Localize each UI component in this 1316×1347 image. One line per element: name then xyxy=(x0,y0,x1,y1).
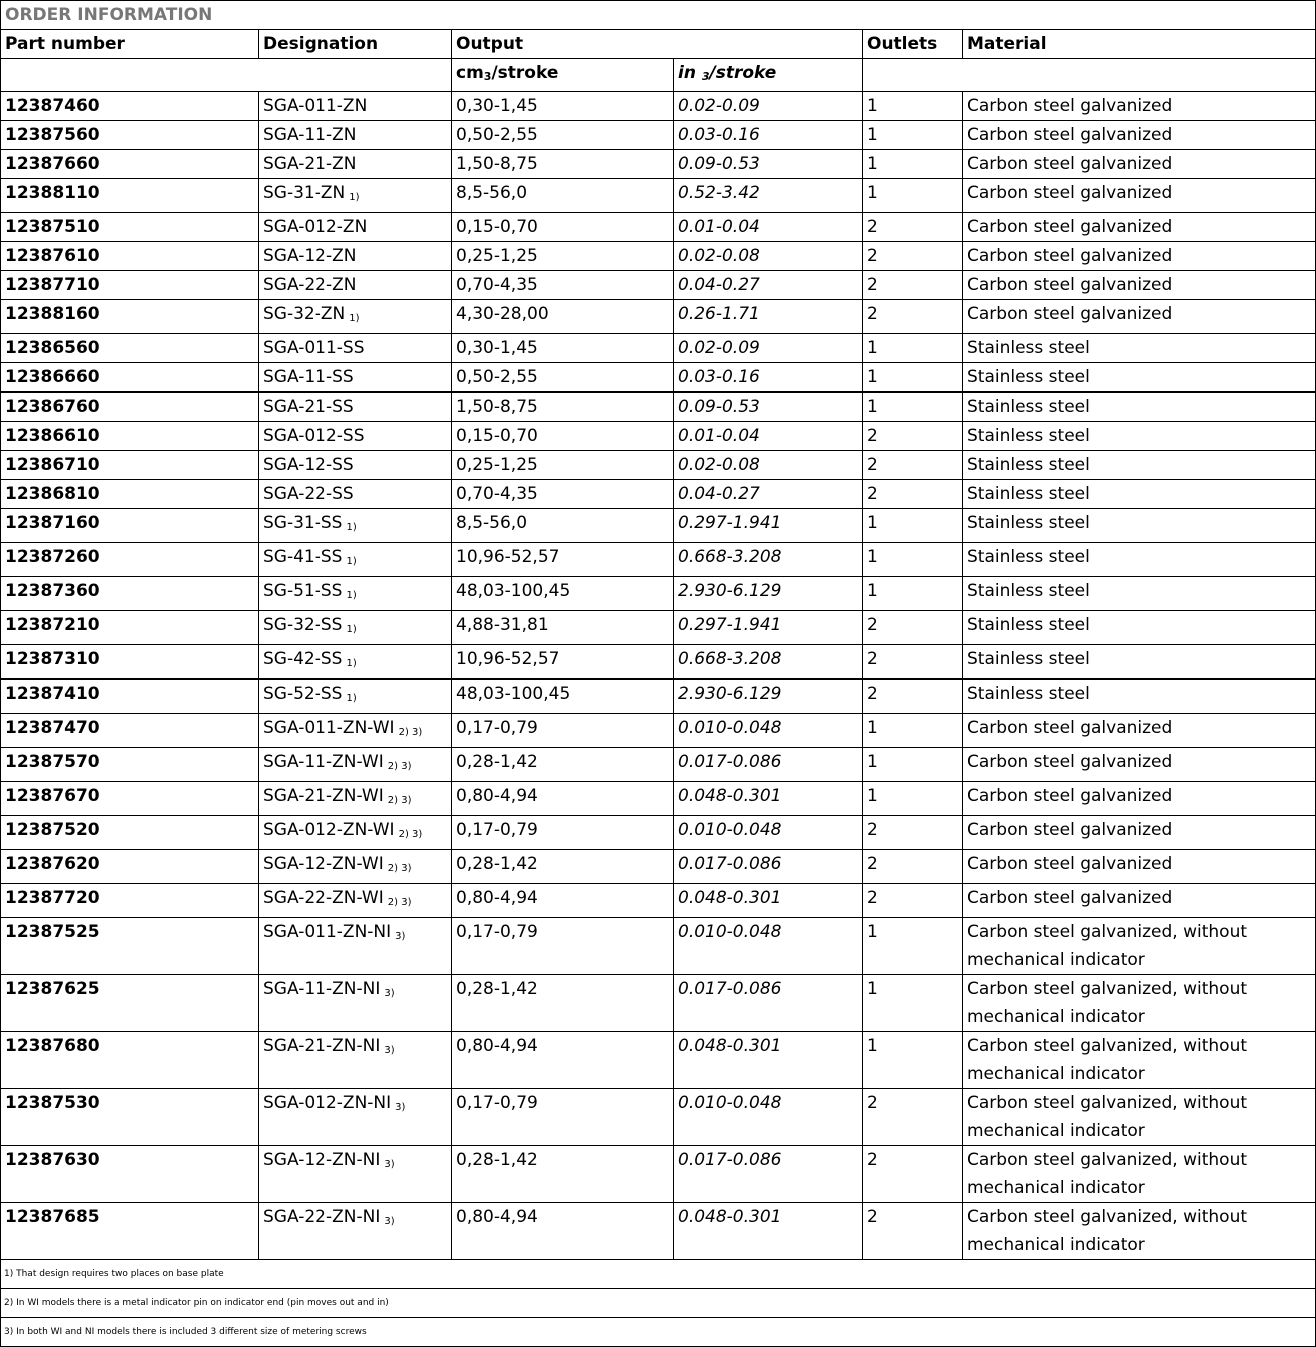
table-row xyxy=(1,150,1316,179)
output-imperial-cell: 0.02-0.09 xyxy=(674,334,863,363)
footnote-ref: 2) 3) xyxy=(387,863,412,874)
table-row xyxy=(1,918,1316,975)
footnote-row xyxy=(1,1260,1316,1289)
table-row xyxy=(1,645,1316,680)
output-metric-cell: 1,50-8,75 xyxy=(452,392,674,422)
material-cell: Carbon steel galvanized, without mechanical indicator xyxy=(963,975,1316,1032)
output-metric-cell: 0,28-1,42 xyxy=(452,850,674,884)
table-row xyxy=(1,884,1316,918)
designation-text: SGA-012-ZN-WI xyxy=(263,820,395,840)
designation-cell xyxy=(259,334,452,363)
footnote-ref: 1) xyxy=(346,658,357,669)
table-row xyxy=(1,271,1316,300)
material-cell: Stainless steel xyxy=(963,577,1316,611)
part-number-cell: 12387570 xyxy=(1,748,259,782)
material-cell: Carbon steel galvanized xyxy=(963,242,1316,271)
designation-cell xyxy=(259,645,452,680)
table-row xyxy=(1,242,1316,271)
part-number-cell: 12387470 xyxy=(1,714,259,748)
output-imperial-cell: 0.02-0.08 xyxy=(674,242,863,271)
designation-cell xyxy=(259,242,452,271)
output-metric-cell: 0,17-0,79 xyxy=(452,816,674,850)
outlets-cell: 1 xyxy=(863,975,963,1032)
footnote-ref: 3) xyxy=(395,931,406,942)
output-imperial-cell: 0.010-0.048 xyxy=(674,918,863,975)
output-metric-cell: 0,15-0,70 xyxy=(452,213,674,242)
outlets-cell: 1 xyxy=(863,782,963,816)
designation-cell xyxy=(259,543,452,577)
output-imperial-cell: 0.26-1.71 xyxy=(674,300,863,334)
designation-text: SG-32-SS xyxy=(263,615,343,635)
material-cell: Carbon steel galvanized xyxy=(963,121,1316,150)
table-row xyxy=(1,611,1316,645)
output-metric-cell: 10,96-52,57 xyxy=(452,645,674,680)
outlets-cell: 1 xyxy=(863,121,963,150)
designation-text: SGA-11-ZN-NI xyxy=(263,979,381,999)
output-imperial-cell: 0.017-0.086 xyxy=(674,1146,863,1203)
table-row xyxy=(1,92,1316,121)
table-row xyxy=(1,1089,1316,1146)
output-imperial-cell: 2.930-6.129 xyxy=(674,679,863,714)
output-metric-cell: 0,30-1,45 xyxy=(452,334,674,363)
material-cell: Carbon steel galvanized xyxy=(963,150,1316,179)
footnote-text: 2) In WI models there is a metal indicator pin on indicator end (pin moves out and in) xyxy=(1,1289,1316,1318)
designation-cell xyxy=(259,121,452,150)
output-imperial-cell: 2.930-6.129 xyxy=(674,577,863,611)
designation-text: SG-31-SS xyxy=(263,513,343,533)
output-metric-cell: 0,30-1,45 xyxy=(452,92,674,121)
table-row xyxy=(1,816,1316,850)
part-number-cell: 12387160 xyxy=(1,509,259,543)
part-number-cell: 12387660 xyxy=(1,150,259,179)
material-cell: Stainless steel xyxy=(963,363,1316,393)
designation-text: SGA-012-ZN-NI xyxy=(263,1093,392,1113)
header-outlets: Outlets xyxy=(863,30,963,59)
designation-cell xyxy=(259,150,452,179)
part-number-cell: 12387360 xyxy=(1,577,259,611)
output-imperial-cell: 0.04-0.27 xyxy=(674,271,863,300)
footnote-text: 3) In both WI and NI models there is included 3 different size of metering screws xyxy=(1,1318,1316,1347)
part-number-cell: 12386660 xyxy=(1,363,259,393)
output-imperial-cell: 0.668-3.208 xyxy=(674,645,863,680)
material-cell: Stainless steel xyxy=(963,480,1316,509)
designation-text: SG-41-SS xyxy=(263,547,343,567)
unit-imperial-prefix: in xyxy=(678,63,702,83)
material-cell: Carbon steel galvanized xyxy=(963,92,1316,121)
output-imperial-cell: 0.048-0.301 xyxy=(674,1032,863,1089)
part-number-cell: 12386810 xyxy=(1,480,259,509)
designation-text: SGA-011-ZN-NI xyxy=(263,922,392,942)
designation-cell xyxy=(259,577,452,611)
outlets-cell: 1 xyxy=(863,714,963,748)
footnote-ref: 1) xyxy=(346,556,357,567)
material-cell: Stainless steel xyxy=(963,679,1316,714)
designation-cell xyxy=(259,179,452,213)
outlets-cell: 2 xyxy=(863,645,963,680)
footnote-ref: 3) xyxy=(384,1216,395,1227)
output-metric-cell: 0,25-1,25 xyxy=(452,451,674,480)
material-cell: Stainless steel xyxy=(963,422,1316,451)
material-cell: Carbon steel galvanized xyxy=(963,714,1316,748)
designation-text: SGA-21-ZN-WI xyxy=(263,786,384,806)
output-imperial-cell: 0.09-0.53 xyxy=(674,392,863,422)
designation-cell xyxy=(259,392,452,422)
outlets-cell: 1 xyxy=(863,1032,963,1089)
designation-cell xyxy=(259,271,452,300)
part-number-cell: 12388110 xyxy=(1,179,259,213)
designation-cell xyxy=(259,816,452,850)
designation-cell xyxy=(259,679,452,714)
output-metric-cell: 1,50-8,75 xyxy=(452,150,674,179)
designation-cell xyxy=(259,363,452,393)
part-number-cell: 12387720 xyxy=(1,884,259,918)
part-number-cell: 12386560 xyxy=(1,334,259,363)
designation-cell xyxy=(259,480,452,509)
footnote-ref: 1) xyxy=(346,590,357,601)
designation-cell xyxy=(259,782,452,816)
output-metric-cell: 0,70-4,35 xyxy=(452,271,674,300)
output-metric-cell: 0,15-0,70 xyxy=(452,422,674,451)
part-number-cell: 12386710 xyxy=(1,451,259,480)
designation-text: SGA-21-SS xyxy=(263,397,354,417)
output-imperial-cell: 0.09-0.53 xyxy=(674,150,863,179)
output-metric-cell: 0,28-1,42 xyxy=(452,1146,674,1203)
output-metric-cell: 48,03-100,45 xyxy=(452,679,674,714)
output-imperial-cell: 0.010-0.048 xyxy=(674,816,863,850)
table-row xyxy=(1,1146,1316,1203)
footnote-row xyxy=(1,1289,1316,1318)
designation-text: SGA-011-ZN-WI xyxy=(263,718,395,738)
footnote-ref: 1) xyxy=(346,624,357,635)
footnote-ref: 1) xyxy=(349,313,360,324)
table-row xyxy=(1,782,1316,816)
part-number-cell: 12387260 xyxy=(1,543,259,577)
designation-cell xyxy=(259,92,452,121)
material-cell: Stainless steel xyxy=(963,645,1316,680)
designation-cell xyxy=(259,850,452,884)
outlets-cell: 2 xyxy=(863,1203,963,1260)
outlets-cell: 1 xyxy=(863,577,963,611)
output-metric-cell: 10,96-52,57 xyxy=(452,543,674,577)
part-number-cell: 12387530 xyxy=(1,1089,259,1146)
material-cell: Carbon steel galvanized, without mechanical indicator xyxy=(963,918,1316,975)
footnote-ref: 2) 3) xyxy=(387,761,412,772)
unit-metric-suffix: /stroke xyxy=(491,63,559,83)
table-row xyxy=(1,975,1316,1032)
outlets-cell: 1 xyxy=(863,543,963,577)
designation-text: SGA-012-SS xyxy=(263,426,365,446)
outlets-cell: 2 xyxy=(863,816,963,850)
part-number-cell: 12387610 xyxy=(1,242,259,271)
part-number-cell: 12387670 xyxy=(1,782,259,816)
footnote-ref: 2) 3) xyxy=(398,727,423,738)
designation-cell xyxy=(259,884,452,918)
designation-text: SGA-11-SS xyxy=(263,367,354,387)
footnote-ref: 3) xyxy=(395,1102,406,1113)
output-metric-cell: 0,17-0,79 xyxy=(452,918,674,975)
designation-cell xyxy=(259,714,452,748)
output-imperial-cell: 0.03-0.16 xyxy=(674,121,863,150)
output-metric-cell: 0,17-0,79 xyxy=(452,1089,674,1146)
outlets-cell: 2 xyxy=(863,480,963,509)
output-imperial-cell: 0.017-0.086 xyxy=(674,850,863,884)
table-row xyxy=(1,509,1316,543)
outlets-cell: 2 xyxy=(863,850,963,884)
output-metric-cell: 0,80-4,94 xyxy=(452,782,674,816)
footnote-ref: 3) xyxy=(384,1045,395,1056)
output-imperial-cell: 0.010-0.048 xyxy=(674,714,863,748)
designation-text: SG-32-ZN xyxy=(263,304,346,324)
designation-cell xyxy=(259,213,452,242)
material-cell: Stainless steel xyxy=(963,611,1316,645)
material-cell: Stainless steel xyxy=(963,509,1316,543)
designation-text: SGA-22-ZN-NI xyxy=(263,1207,381,1227)
outlets-cell: 2 xyxy=(863,271,963,300)
outlets-cell: 1 xyxy=(863,150,963,179)
outlets-cell: 1 xyxy=(863,918,963,975)
designation-text: SGA-12-ZN xyxy=(263,246,357,266)
outlets-cell: 1 xyxy=(863,92,963,121)
output-imperial-cell: 0.048-0.301 xyxy=(674,1203,863,1260)
part-number-cell: 12387510 xyxy=(1,213,259,242)
material-cell: Carbon steel galvanized, without mechanical indicator xyxy=(963,1032,1316,1089)
material-cell: Carbon steel galvanized, without mechanical indicator xyxy=(963,1089,1316,1146)
output-metric-cell: 4,30-28,00 xyxy=(452,300,674,334)
designation-text: SGA-21-ZN-NI xyxy=(263,1036,381,1056)
output-imperial-cell: 0.297-1.941 xyxy=(674,611,863,645)
footnote-ref: 3) xyxy=(384,988,395,999)
outlets-cell: 2 xyxy=(863,1089,963,1146)
designation-cell xyxy=(259,422,452,451)
material-cell: Carbon steel galvanized xyxy=(963,300,1316,334)
table-row xyxy=(1,679,1316,714)
table-row xyxy=(1,121,1316,150)
output-metric-cell: 0,25-1,25 xyxy=(452,242,674,271)
table-row xyxy=(1,850,1316,884)
footnote-ref: 1) xyxy=(349,192,360,203)
material-cell: Carbon steel galvanized xyxy=(963,271,1316,300)
output-metric-cell: 0,80-4,94 xyxy=(452,1203,674,1260)
header-designation: Designation xyxy=(259,30,452,59)
designation-text: SGA-11-ZN xyxy=(263,125,357,145)
designation-text: SGA-22-SS xyxy=(263,484,354,504)
unit-imperial-suffix: /stroke xyxy=(709,63,777,83)
material-cell: Carbon steel galvanized xyxy=(963,850,1316,884)
output-imperial-cell: 0.52-3.42 xyxy=(674,179,863,213)
unit-metric-exponent: 3 xyxy=(483,70,492,83)
table-row xyxy=(1,392,1316,422)
output-imperial-cell: 0.010-0.048 xyxy=(674,1089,863,1146)
material-cell: Stainless steel xyxy=(963,392,1316,422)
output-metric-cell: 0,50-2,55 xyxy=(452,121,674,150)
table-row xyxy=(1,334,1316,363)
footnote-ref: 1) xyxy=(346,522,357,533)
designation-text: SG-31-ZN xyxy=(263,183,346,203)
output-metric-cell: 4,88-31,81 xyxy=(452,611,674,645)
designation-cell xyxy=(259,1146,452,1203)
outlets-cell: 2 xyxy=(863,611,963,645)
footnote-ref: 2) 3) xyxy=(387,795,412,806)
output-metric-cell: 0,28-1,42 xyxy=(452,748,674,782)
part-number-cell: 12387310 xyxy=(1,645,259,680)
output-imperial-cell: 0.048-0.301 xyxy=(674,884,863,918)
table-row xyxy=(1,451,1316,480)
table-row xyxy=(1,714,1316,748)
table-title: ORDER INFORMATION xyxy=(1,1,1316,30)
output-metric-cell: 48,03-100,45 xyxy=(452,577,674,611)
table-row xyxy=(1,179,1316,213)
material-cell: Carbon steel galvanized xyxy=(963,816,1316,850)
header-output: Output xyxy=(452,30,863,59)
designation-cell xyxy=(259,300,452,334)
part-number-cell: 12387560 xyxy=(1,121,259,150)
part-number-cell: 12387210 xyxy=(1,611,259,645)
outlets-cell: 2 xyxy=(863,422,963,451)
designation-text: SGA-12-SS xyxy=(263,455,354,475)
output-metric-cell: 8,5-56,0 xyxy=(452,509,674,543)
designation-text: SGA-012-ZN xyxy=(263,217,368,237)
outlets-cell: 2 xyxy=(863,1146,963,1203)
output-imperial-cell: 0.01-0.04 xyxy=(674,422,863,451)
designation-text: SGA-12-ZN-WI xyxy=(263,854,384,874)
material-cell: Carbon steel galvanized xyxy=(963,782,1316,816)
output-imperial-cell: 0.01-0.04 xyxy=(674,213,863,242)
output-metric-cell: 8,5-56,0 xyxy=(452,179,674,213)
designation-cell xyxy=(259,1032,452,1089)
header-spacer xyxy=(1,59,452,92)
output-metric-cell: 0,50-2,55 xyxy=(452,363,674,393)
material-cell: Carbon steel galvanized xyxy=(963,179,1316,213)
part-number-cell: 12387685 xyxy=(1,1203,259,1260)
output-imperial-cell: 0.02-0.09 xyxy=(674,92,863,121)
header-part-number: Part number xyxy=(1,30,259,59)
output-metric-cell: 0,70-4,35 xyxy=(452,480,674,509)
output-imperial-cell: 0.04-0.27 xyxy=(674,480,863,509)
designation-cell xyxy=(259,918,452,975)
output-imperial-cell: 0.668-3.208 xyxy=(674,543,863,577)
part-number-cell: 12387680 xyxy=(1,1032,259,1089)
material-cell: Carbon steel galvanized, without mechanical indicator xyxy=(963,1203,1316,1260)
outlets-cell: 1 xyxy=(863,363,963,393)
designation-text: SGA-22-ZN-WI xyxy=(263,888,384,908)
outlets-cell: 2 xyxy=(863,451,963,480)
part-number-cell: 12386760 xyxy=(1,392,259,422)
part-number-cell: 12387525 xyxy=(1,918,259,975)
output-imperial-cell: 0.297-1.941 xyxy=(674,509,863,543)
material-cell: Carbon steel galvanized xyxy=(963,748,1316,782)
designation-text: SGA-12-ZN-NI xyxy=(263,1150,381,1170)
footnote-ref: 1) xyxy=(346,693,357,704)
output-metric-cell: 0,17-0,79 xyxy=(452,714,674,748)
table-row xyxy=(1,213,1316,242)
designation-cell xyxy=(259,1203,452,1260)
table-row xyxy=(1,363,1316,393)
part-number-cell: 12387620 xyxy=(1,850,259,884)
designation-cell xyxy=(259,975,452,1032)
part-number-cell: 12388160 xyxy=(1,300,259,334)
part-number-cell: 12387630 xyxy=(1,1146,259,1203)
table-row xyxy=(1,577,1316,611)
unit-imperial-exponent: 3 xyxy=(701,70,710,83)
table-row xyxy=(1,1203,1316,1260)
designation-text: SGA-011-SS xyxy=(263,338,365,358)
material-cell: Carbon steel galvanized xyxy=(963,213,1316,242)
header-material: Material xyxy=(963,30,1316,59)
footnote-ref: 3) xyxy=(384,1159,395,1170)
outlets-cell: 1 xyxy=(863,748,963,782)
outlets-cell: 1 xyxy=(863,509,963,543)
outlets-cell: 2 xyxy=(863,300,963,334)
table-row xyxy=(1,748,1316,782)
designation-cell xyxy=(259,451,452,480)
material-cell: Stainless steel xyxy=(963,543,1316,577)
table-row xyxy=(1,300,1316,334)
designation-cell xyxy=(259,509,452,543)
outlets-cell: 1 xyxy=(863,179,963,213)
designation-text: SG-52-SS xyxy=(263,684,343,704)
outlets-cell: 2 xyxy=(863,242,963,271)
designation-text: SG-51-SS xyxy=(263,581,343,601)
outlets-cell: 1 xyxy=(863,334,963,363)
footnote-ref: 2) 3) xyxy=(387,897,412,908)
output-imperial-cell: 0.03-0.16 xyxy=(674,363,863,393)
output-metric-cell: 0,28-1,42 xyxy=(452,975,674,1032)
footnote-text: 1) That design requires two places on base plate xyxy=(1,1260,1316,1289)
outlets-cell: 2 xyxy=(863,679,963,714)
output-metric-cell: 0,80-4,94 xyxy=(452,1032,674,1089)
outlets-cell: 1 xyxy=(863,392,963,422)
part-number-cell: 12387625 xyxy=(1,975,259,1032)
table-row xyxy=(1,422,1316,451)
outlets-cell: 2 xyxy=(863,884,963,918)
table-row xyxy=(1,480,1316,509)
designation-text: SGA-21-ZN xyxy=(263,154,357,174)
designation-text: SGA-11-ZN-WI xyxy=(263,752,384,772)
material-cell: Stainless steel xyxy=(963,334,1316,363)
designation-text: SGA-011-ZN xyxy=(263,96,368,116)
part-number-cell: 12386610 xyxy=(1,422,259,451)
footnote-ref: 2) 3) xyxy=(398,829,423,840)
designation-cell xyxy=(259,1089,452,1146)
unit-metric-prefix: cm xyxy=(456,63,484,83)
designation-cell xyxy=(259,611,452,645)
outlets-cell: 2 xyxy=(863,213,963,242)
output-imperial-cell: 0.02-0.08 xyxy=(674,451,863,480)
output-imperial-cell: 0.017-0.086 xyxy=(674,748,863,782)
part-number-cell: 12387520 xyxy=(1,816,259,850)
output-metric-cell: 0,80-4,94 xyxy=(452,884,674,918)
material-cell: Carbon steel galvanized xyxy=(963,884,1316,918)
header-spacer-right xyxy=(863,59,1316,92)
table-row xyxy=(1,543,1316,577)
table-row xyxy=(1,1032,1316,1089)
material-cell: Stainless steel xyxy=(963,451,1316,480)
designation-cell xyxy=(259,748,452,782)
part-number-cell: 12387410 xyxy=(1,679,259,714)
part-number-cell: 12387710 xyxy=(1,271,259,300)
part-number-cell: 12387460 xyxy=(1,92,259,121)
header-unit-metric xyxy=(452,59,674,92)
designation-text: SGA-22-ZN xyxy=(263,275,357,295)
output-imperial-cell: 0.048-0.301 xyxy=(674,782,863,816)
footnote-row xyxy=(1,1318,1316,1347)
output-imperial-cell: 0.017-0.086 xyxy=(674,975,863,1032)
designation-text: SG-42-SS xyxy=(263,649,343,669)
header-unit-imperial xyxy=(674,59,863,92)
material-cell: Carbon steel galvanized, without mechanical indicator xyxy=(963,1146,1316,1203)
